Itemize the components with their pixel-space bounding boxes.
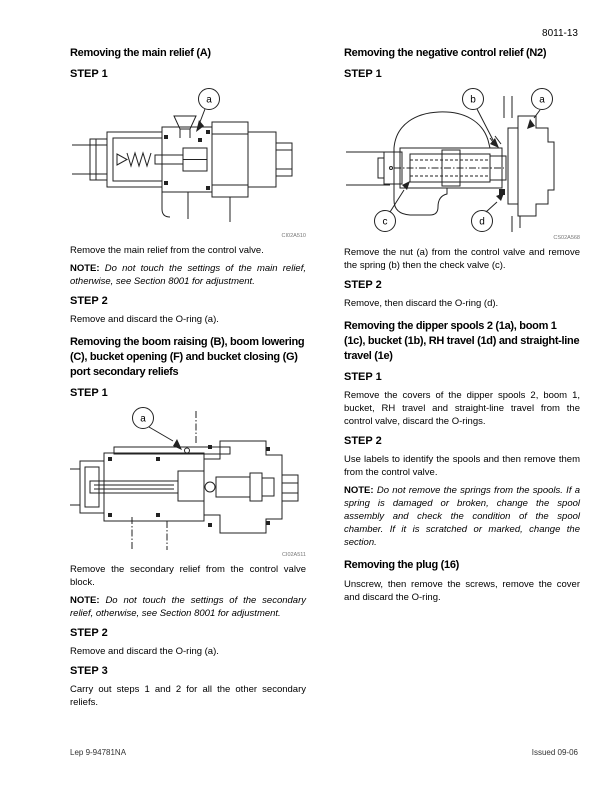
step1-label-secondary: STEP 1 bbox=[70, 387, 108, 399]
heading-main-relief: Removing the main relief (A) bbox=[70, 47, 211, 59]
step2-text-negative: Remove, then discard the O-ring (d). bbox=[344, 298, 499, 309]
plug-text: Unscrew, then remove the screws, remove the cover and discard the O-ring. bbox=[344, 579, 580, 603]
step1-label-negative: STEP 1 bbox=[344, 68, 382, 80]
note-secondary bbox=[70, 594, 306, 620]
step3-text-secondary: Carry out steps 1 and 2 for all the other secondary reliefs. bbox=[70, 684, 306, 708]
callout-a-letter: a bbox=[140, 413, 146, 425]
secondary-relief-diagram bbox=[70, 405, 306, 551]
step2-text-main-relief: Remove and discard the O-ring (a). bbox=[70, 314, 219, 325]
step2-label-negative: STEP 2 bbox=[344, 279, 382, 291]
left-column bbox=[70, 46, 306, 709]
step2-label-main-relief: STEP 2 bbox=[70, 295, 108, 307]
callout-b-letter: b bbox=[470, 94, 476, 106]
step2-label-secondary: STEP 2 bbox=[70, 627, 108, 639]
note-text: Do not touch the settings of the main relief, otherwise, see Section 8001 for adjustment. bbox=[70, 263, 306, 287]
callout-a-letter: a bbox=[539, 94, 545, 106]
note-text: Do not touch the settings of the secondary relief, otherwise, see Section 8001 for adjustment. bbox=[70, 595, 306, 619]
figure-code: CI02A510 bbox=[281, 233, 306, 239]
note-text: Do not remove the springs from the spools. If a spring is damaged or broken, change the spool assembly and check the condition of the spool chamber. If it is scratched or marked, change the section. bbox=[344, 485, 581, 548]
right-column bbox=[344, 46, 580, 604]
note-spools bbox=[344, 484, 580, 549]
footer-publication-code: Lep 9-94781NA bbox=[70, 748, 127, 757]
callout-c-letter: c bbox=[382, 216, 388, 228]
step1-text-spools: Remove the covers of the dipper spools 2, boom 1, bucket, RH travel and straight-line travel from the control valve, discard the O-rings. bbox=[344, 390, 580, 427]
step2-text-secondary: Remove and discard the O-ring (a). bbox=[70, 646, 219, 657]
note-label: NOTE: bbox=[70, 595, 100, 606]
leader-arrow bbox=[173, 439, 182, 450]
step1-text-secondary: Remove the secondary relief from the control valve block. bbox=[70, 564, 306, 588]
step2-text-spools: Use labels to identify the spools and then remove them from the control valve. bbox=[344, 454, 580, 478]
step1-text-negative: Remove the nut (a) from the control valve and remove the spring (b) then the check valve (c). bbox=[344, 247, 580, 271]
page-number: 8011-13 bbox=[542, 28, 578, 39]
leader-arrow bbox=[196, 120, 204, 132]
note-label: NOTE: bbox=[70, 263, 100, 274]
figure-main-relief bbox=[70, 86, 306, 239]
callout-a-letter: a bbox=[206, 94, 212, 106]
note-main-relief bbox=[70, 262, 306, 288]
leader-arrow bbox=[527, 119, 535, 129]
main-relief-diagram bbox=[70, 86, 306, 232]
figure-secondary-relief bbox=[70, 405, 306, 558]
leader-arrow bbox=[402, 181, 410, 190]
step1-label-spools: STEP 1 bbox=[344, 371, 382, 383]
step1-label-main-relief: STEP 1 bbox=[70, 68, 108, 80]
footer-issue-date: Issued 09-06 bbox=[531, 748, 578, 757]
step2-label-spools: STEP 2 bbox=[344, 435, 382, 447]
note-label: NOTE: bbox=[344, 485, 374, 496]
figure-code: CS02A568 bbox=[553, 235, 580, 241]
heading-plug: Removing the plug (16) bbox=[344, 559, 460, 571]
callout-d-letter: d bbox=[479, 216, 485, 228]
negative-control-relief-diagram bbox=[344, 86, 580, 234]
figure-negative-control-relief bbox=[344, 86, 580, 241]
heading-secondary-reliefs: Removing the boom raising (B), boom lowering (C), bucket opening (F) and bucket closing (G) port secondary reliefs bbox=[70, 336, 305, 378]
heading-dipper-spools: Removing the dipper spools 2 (1a), boom 1 (1c), bucket (1b), RH travel (1d) and straight-line travel (1e) bbox=[344, 320, 580, 362]
heading-negative-control-relief: Removing the negative control relief (N2) bbox=[344, 47, 547, 59]
figure-code: CI02A511 bbox=[281, 552, 306, 558]
step1-text-main-relief: Remove the main relief from the control valve. bbox=[70, 245, 264, 256]
step3-label-secondary: STEP 3 bbox=[70, 665, 108, 677]
